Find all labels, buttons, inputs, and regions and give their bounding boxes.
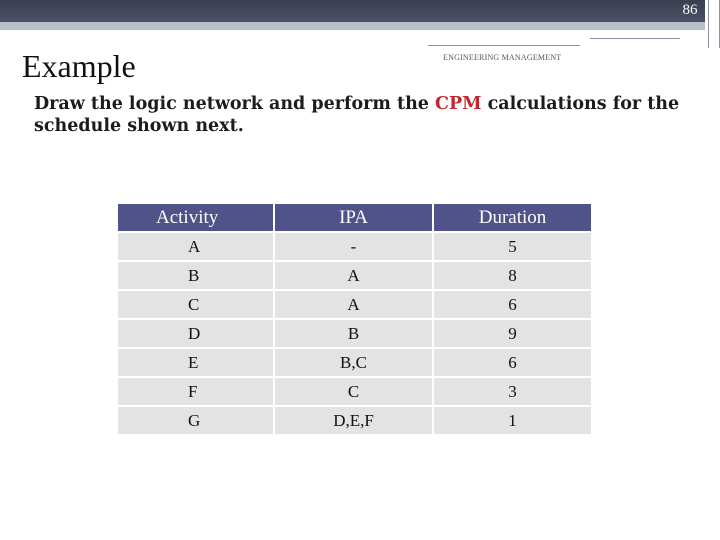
instruction-before: Draw the logic network and perform the <box>34 94 436 114</box>
column-header-activity: Activity <box>118 204 273 231</box>
activity-cell: E <box>118 349 273 376</box>
activity-cell: B <box>118 262 273 289</box>
duration-cell: 9 <box>434 320 591 347</box>
instruction-text <box>34 93 694 137</box>
activity-cell: D <box>118 320 273 347</box>
ipa-cell: C <box>275 378 432 405</box>
instruction-after: calculations for the schedule shown next. <box>34 94 680 136</box>
activity-cell: A <box>118 233 273 260</box>
header-rule-right <box>590 38 680 39</box>
duration-cell: 1 <box>434 407 591 434</box>
activity-cell: G <box>118 407 273 434</box>
table-row <box>118 262 591 289</box>
ipa-cell: B <box>275 320 432 347</box>
ipa-cell: - <box>275 233 432 260</box>
page-number: 86 <box>682 2 698 18</box>
header-band <box>0 0 705 22</box>
table-row <box>118 407 591 434</box>
schedule-table <box>116 202 593 436</box>
duration-cell: 6 <box>434 349 591 376</box>
ipa-cell: D,E,F <box>275 407 432 434</box>
table-row <box>118 378 591 405</box>
duration-cell: 5 <box>434 233 591 260</box>
duration-cell: 6 <box>434 291 591 318</box>
table-row <box>118 349 591 376</box>
header-subtitle: ENGINEERING MANAGEMENT <box>443 53 562 62</box>
duration-cell: 3 <box>434 378 591 405</box>
ipa-cell: A <box>275 262 432 289</box>
table-row <box>118 291 591 318</box>
table-header-row <box>118 204 591 231</box>
activity-cell: F <box>118 378 273 405</box>
column-header-duration: Duration <box>434 204 591 231</box>
slide-title: Example <box>22 48 136 84</box>
duration-cell: 8 <box>434 262 591 289</box>
ipa-cell: A <box>275 291 432 318</box>
table-row <box>118 320 591 347</box>
header-rule <box>428 45 580 46</box>
instruction-highlight: CPM <box>435 94 482 114</box>
header-band-lower <box>0 22 705 30</box>
activity-cell: C <box>118 291 273 318</box>
column-header-ipa: IPA <box>275 204 432 231</box>
side-rule <box>708 0 720 48</box>
table-row <box>118 233 591 260</box>
ipa-cell: B,C <box>275 349 432 376</box>
